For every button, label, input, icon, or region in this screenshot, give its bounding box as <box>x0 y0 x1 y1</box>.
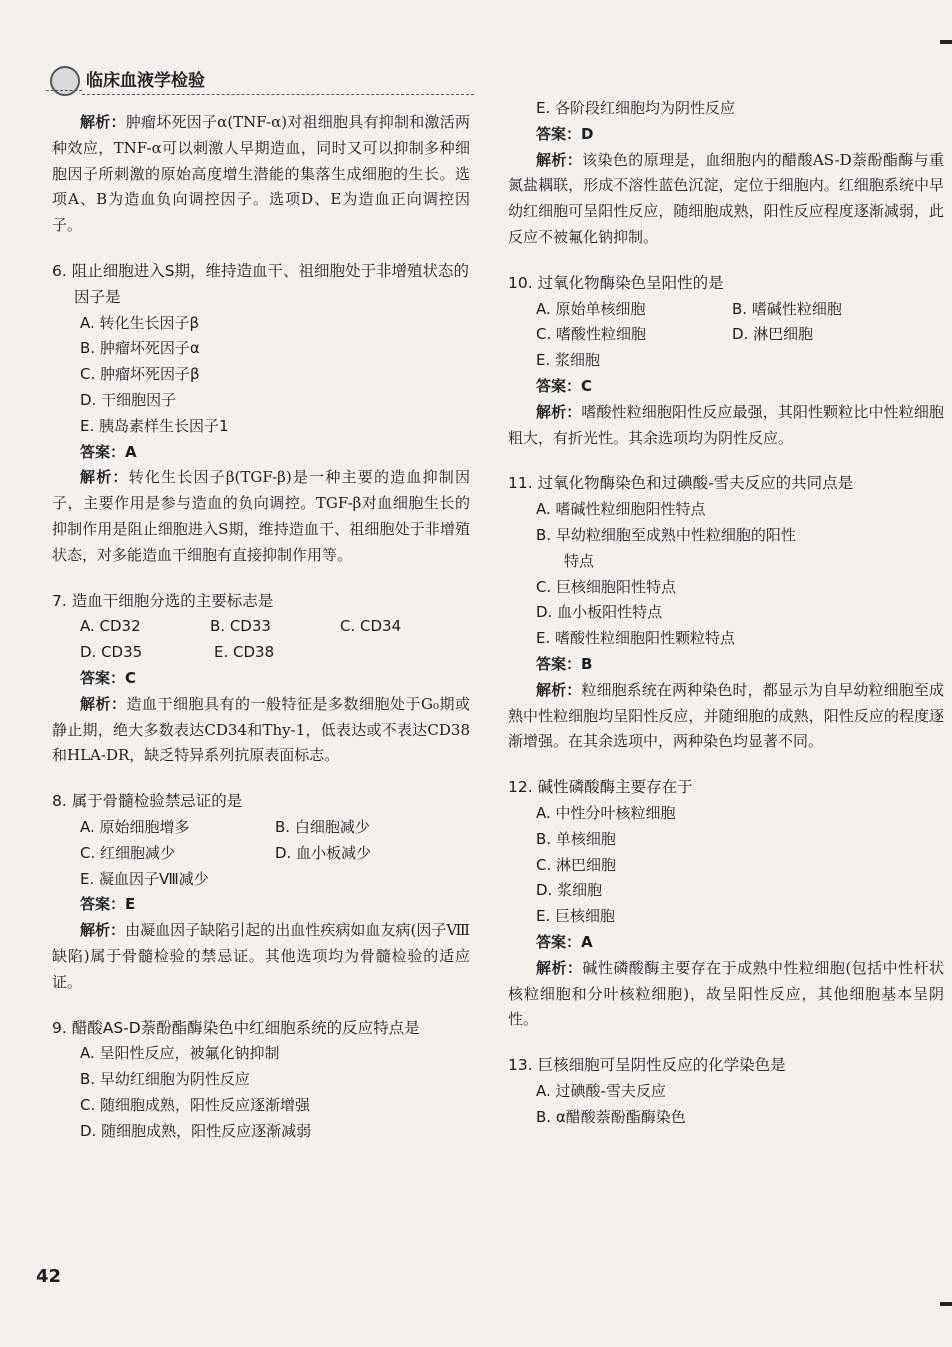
question-stem: 10. 过氧化物酶染色呈阳性的是 <box>508 273 724 292</box>
question-stem: 6. 阻止细胞进入S期，维持造血干、祖细胞处于非增殖状态的因子是 <box>52 261 470 306</box>
question-stem: 7. 造血干细胞分选的主要标志是 <box>52 591 274 610</box>
option-b: B. 单核细胞 <box>536 829 616 848</box>
option-d: D. 血小板阳性特点 <box>536 603 663 622</box>
option-row <box>508 322 944 348</box>
question-6 <box>52 259 470 569</box>
answer: 答案：E <box>80 895 136 914</box>
option-a: A. 过碘酸-雪夫反应 <box>536 1081 666 1100</box>
question-13 <box>508 1053 944 1130</box>
answer: 答案：C <box>80 668 137 687</box>
answer: 答案：B <box>536 654 593 673</box>
question-9-continued <box>508 96 944 251</box>
explanation: 解析：嗜酸性粒细胞阳性反应最强，其阳性颗粒比中性粒细胞粗大，有折光性。其余选项均为阴性反应。 <box>508 402 944 447</box>
option-e: E. 巨核细胞 <box>536 907 616 926</box>
option-a: A. 中性分叶核粒细胞 <box>536 803 676 822</box>
option-d: D. 血小板减少 <box>275 843 372 862</box>
question-stem: 9. 醋酸AS-D萘酚酯酶染色中红细胞系统的反应特点是 <box>52 1018 420 1037</box>
question-stem: 11. 过氧化物酶染色和过碘酸-雪夫反应的共同点是 <box>508 474 854 493</box>
option-row <box>52 640 470 666</box>
option-d: D. 浆细胞 <box>536 881 603 900</box>
explanation: 解析：该染色的原理是，血细胞内的醋酸AS-D萘酚酯酶与重氮盐耦联，形成不溶性蓝色沉淀，定位于细胞内。红细胞系统中早幼红细胞可呈阳性反应，随细胞成熟，阳性反应程度逐渐减弱，此反应不被氟化钠抑制。 <box>508 150 944 246</box>
option-e: E. 嗜酸性粒细胞阳性颗粒特点 <box>536 629 736 648</box>
q5-explanation: 解析：肿瘤坏死因子α(TNF-α)对祖细胞具有抑制和激活两种效应，TNF-α可以刺激人早期造血，同时又可以抑制多种细胞因子所刺激的原始高度增生潜能的集落生成细胞的生长。选项A、B为造血负向调控因子。选项D、E为造血正向调控因子。 <box>52 113 470 235</box>
option-a: A. 原始细胞增多 <box>80 817 190 836</box>
option-e: E. 凝血因子Ⅷ减少 <box>80 869 209 888</box>
option-e: E. 各阶段红细胞均为阴性反应 <box>536 99 736 117</box>
option-row <box>52 815 470 841</box>
answer: 答案：A <box>80 442 137 461</box>
option-b: B. 肿瘤坏死因子α <box>80 339 200 358</box>
option-b: B. CD33 <box>210 617 271 636</box>
question-10 <box>508 271 944 452</box>
option-c: C. 巨核细胞阳性特点 <box>536 577 677 596</box>
header-divider <box>82 94 474 95</box>
option-b: B. 早幼红细胞为阴性反应 <box>80 1070 250 1089</box>
option-c: C. 嗜酸性粒细胞 <box>536 325 647 344</box>
option-d: D. 随细胞成熟，阳性反应逐渐减弱 <box>80 1121 312 1140</box>
explanation: 解析：转化生长因子β(TGF-β)是一种主要的造血抑制因子，主要作用是参与造血的负向调控。TGF-β对血细胞生长的抑制作用是阻止细胞进入S期，维持造血干、祖细胞处于非增殖状态，对多能造血干细胞有直接抑制作用等。 <box>52 468 470 564</box>
option-c: C. CD34 <box>340 617 402 636</box>
option-d: D. 淋巴细胞 <box>732 325 814 344</box>
page-number: 42 <box>36 1266 62 1287</box>
page-header <box>46 60 476 100</box>
book-circle-icon <box>50 66 80 96</box>
option-b: B. 嗜碱性粒细胞 <box>732 299 842 318</box>
option-a: A. 转化生长因子β <box>80 313 200 332</box>
question-9 <box>52 1016 470 1145</box>
option-row <box>508 297 944 323</box>
explanation: 解析：碱性磷酸酶主要存在于成熟中性粒细胞(包括中性杆状核粒细胞和分叶核粒细胞)，故呈阳性反应，其他细胞基本呈阴性。 <box>508 958 944 1029</box>
question-stem: 13. 巨核细胞可呈阴性反应的化学染色是 <box>508 1056 786 1075</box>
left-column <box>52 110 470 1144</box>
header-divider-left <box>46 90 82 91</box>
question-12 <box>508 775 944 1033</box>
explanation: 解析：造血干细胞具有的一般特征是多数细胞处于G₀期或静止期，绝大多数表达CD34和Thy-1，低表达或不表达CD38和HLA-DR，缺乏特异系列抗原表面标志。 <box>52 694 470 765</box>
running-title: 临床血液学检验 <box>86 71 205 91</box>
question-stem: 12. 碱性磷酸酶主要存在于 <box>508 778 693 797</box>
option-row <box>52 614 470 640</box>
option-d: D. CD35 <box>80 643 143 662</box>
option-a: A. 呈阳性反应，被氟化钠抑制 <box>80 1044 280 1063</box>
option-c: C. 淋巴细胞 <box>536 855 617 874</box>
question-8 <box>52 789 470 995</box>
option-c: C. 肿瘤坏死因子β <box>80 365 200 384</box>
edge-mark <box>940 1302 952 1306</box>
question-7 <box>52 589 470 770</box>
explanation: 解析：由凝血因子缺陷引起的出血性疾病如血友病(因子Ⅷ缺陷)属于骨髓检验的禁忌证。其他选项均为骨髓检验的适应证。 <box>52 921 470 991</box>
option-e: E. 胰岛素样生长因子1 <box>80 416 229 435</box>
right-column <box>508 96 944 1130</box>
answer: 答案：A <box>536 932 593 951</box>
explanation: 解析：粒细胞系统在两种染色时，都显示为自早幼粒细胞至成熟中性粒细胞均呈阳性反应，并随细胞的成熟，阳性反应的程度逐渐增强。在其余选项中，两种染色均显著不同。 <box>508 680 944 751</box>
option-c: C. 随细胞成熟，阳性反应逐渐增强 <box>80 1095 311 1114</box>
option-b: B. 早幼粒细胞至成熟中性粒细胞的阳性 <box>536 525 796 544</box>
option-d: D. 干细胞因子 <box>80 390 177 409</box>
option-e: E. 浆细胞 <box>536 351 601 370</box>
question-11 <box>508 471 944 755</box>
option-row <box>52 841 470 867</box>
option-a: A. CD32 <box>80 617 141 636</box>
answer: 答案：C <box>536 376 593 395</box>
option-b-continued: 特点 <box>564 551 595 570</box>
option-a: A. 嗜碱性粒细胞阳性特点 <box>536 500 706 519</box>
answer: 答案：D <box>536 124 594 143</box>
option-e: E. CD38 <box>214 643 275 662</box>
option-b: B. 白细胞减少 <box>275 817 370 836</box>
edge-mark <box>940 40 952 44</box>
option-c: C. 红细胞减少 <box>80 843 176 862</box>
question-stem: 8. 属于骨髓检验禁忌证的是 <box>52 792 243 811</box>
option-b: B. α醋酸萘酚酯酶染色 <box>536 1107 686 1126</box>
option-a: A. 原始单核细胞 <box>536 299 646 318</box>
